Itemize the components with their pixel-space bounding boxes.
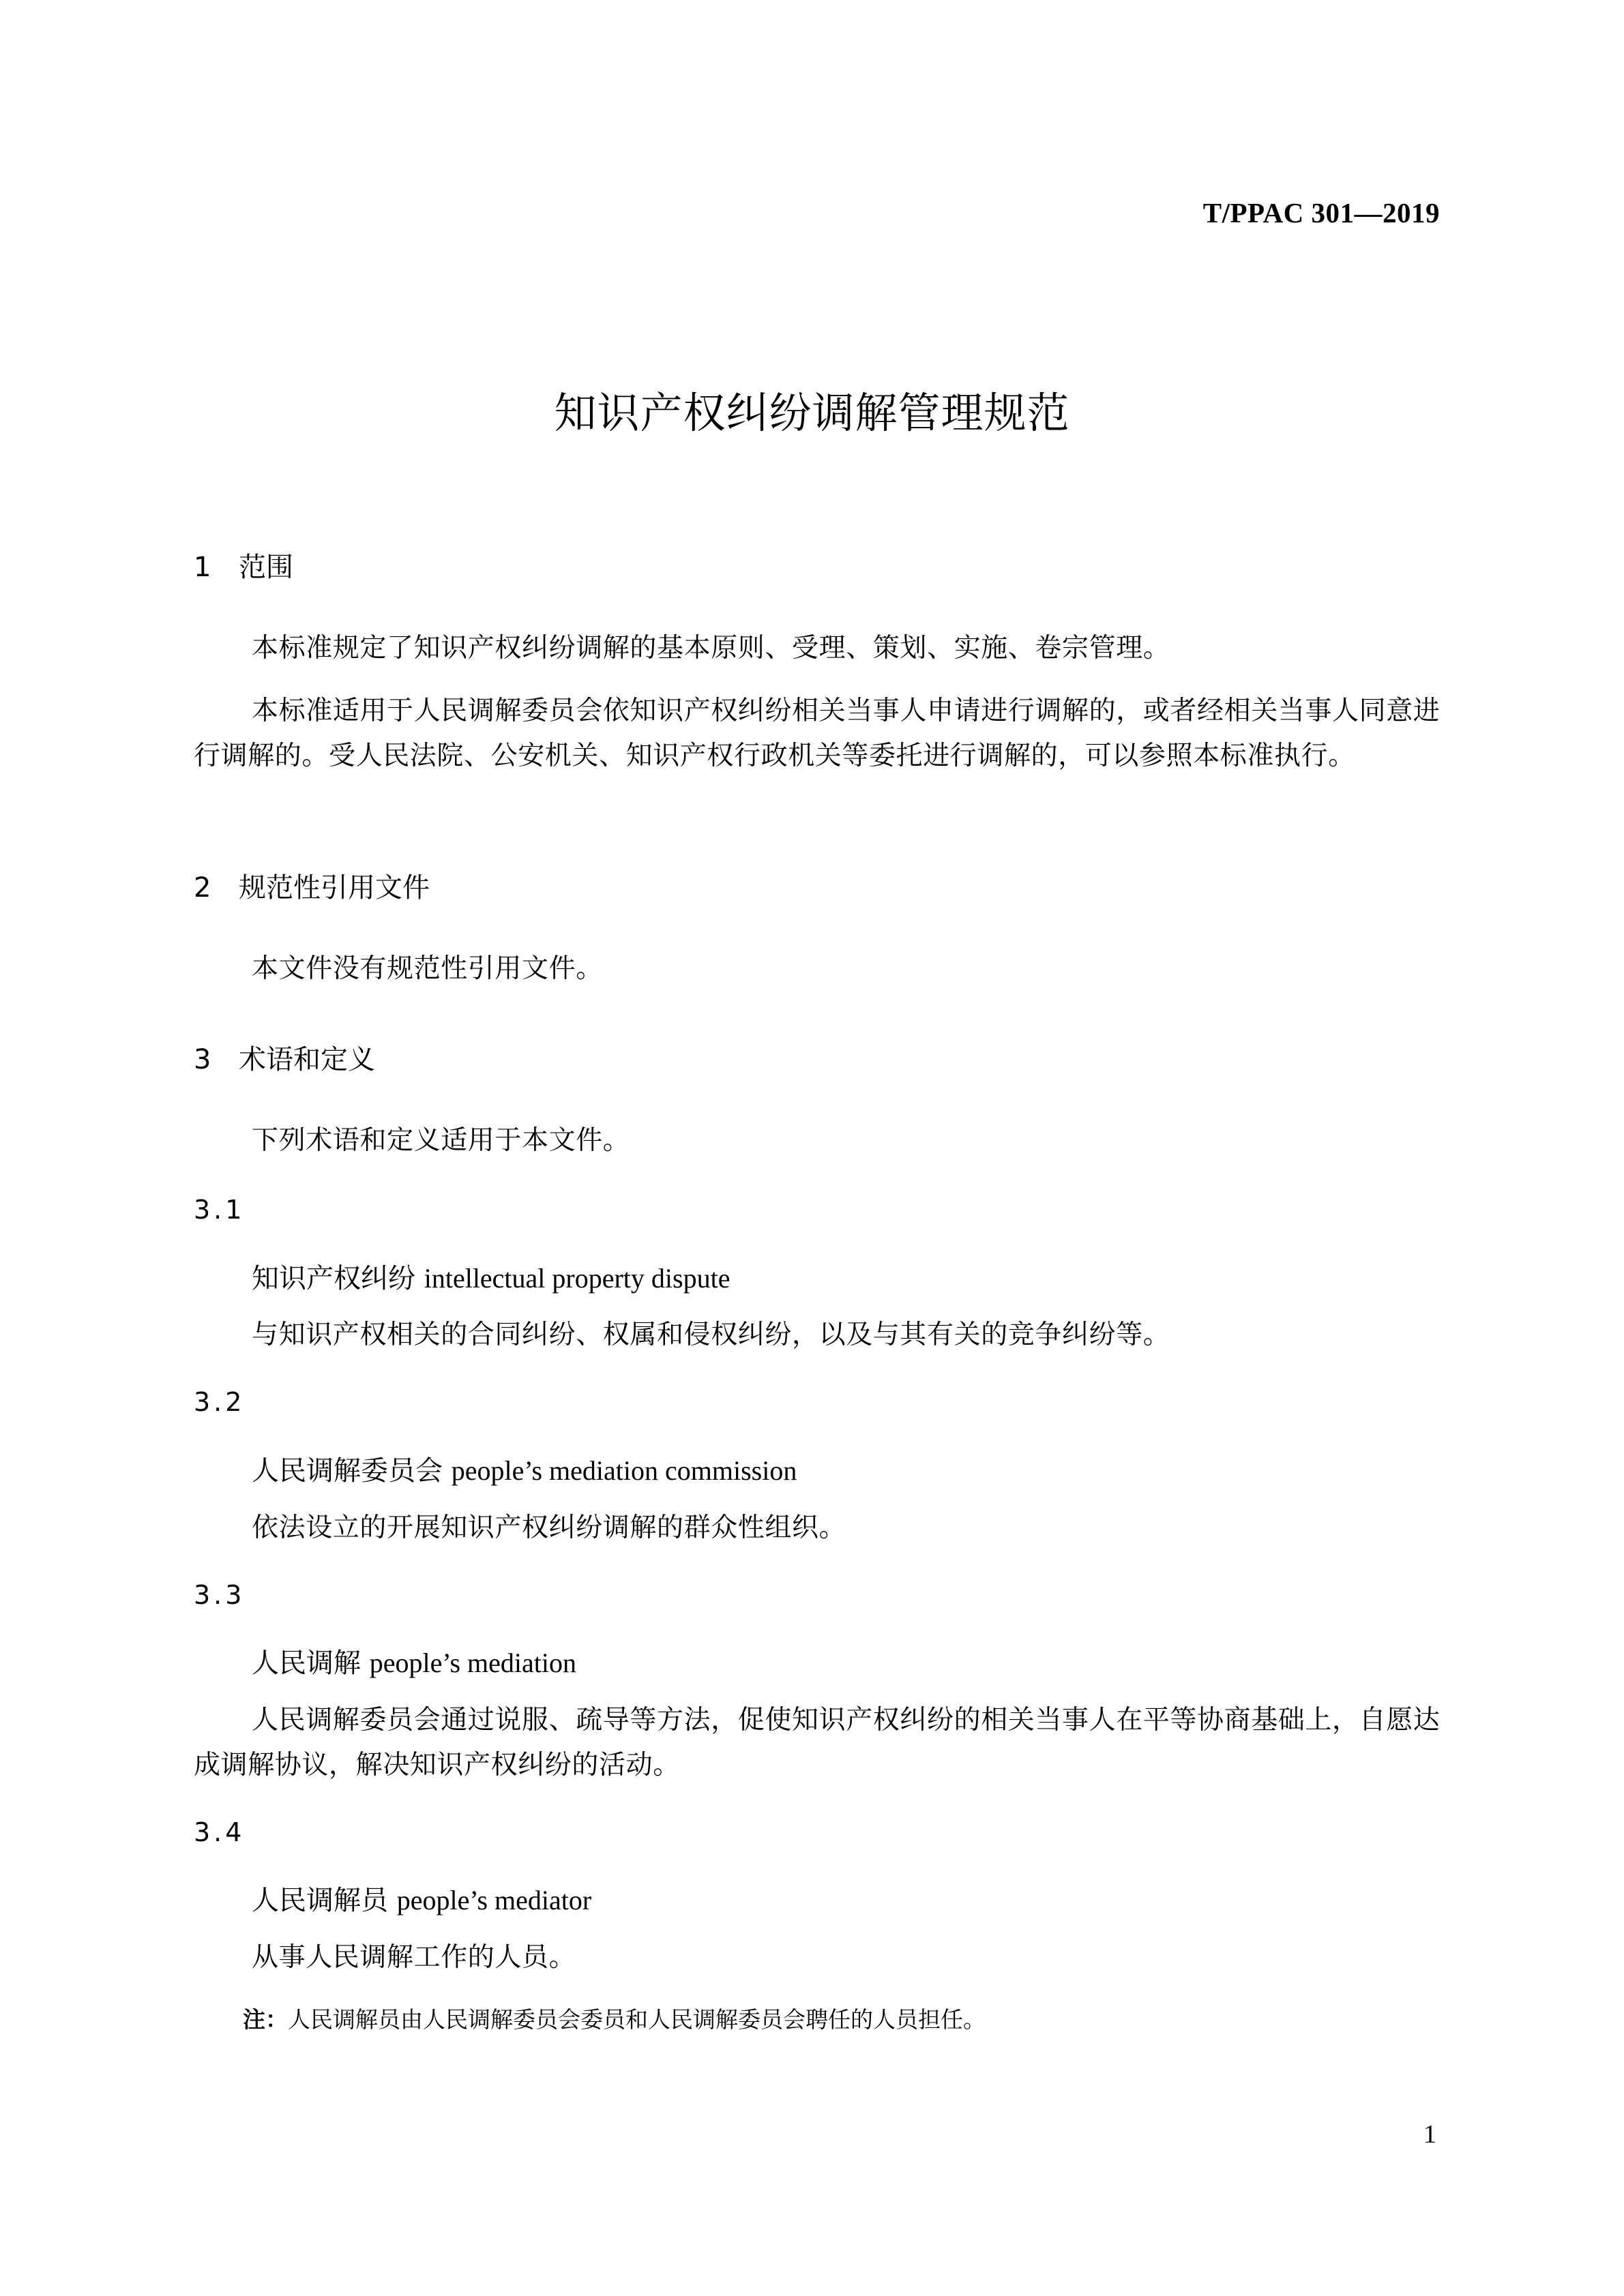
term-definition: 与知识产权相关的合同纠纷、权属和侵权纠纷，以及与其有关的竞争纠纷等。: [252, 1320, 1170, 1350]
term-chinese: 人民调解委员会: [252, 1455, 443, 1487]
page-number: 1: [1423, 2120, 1436, 2149]
section-heading-terms: [194, 1038, 375, 1077]
standard-code: T/PPAC 301—2019: [1202, 197, 1440, 228]
note-label: 注：: [243, 2006, 288, 2033]
clause-number: 3.2: [194, 1387, 246, 1417]
section-number: 1: [194, 552, 211, 583]
term-chinese: 人民调解员: [252, 1885, 388, 1916]
term-chinese: 知识产权纠纷: [252, 1263, 415, 1294]
term-definition: 依法设立的开展知识产权纠纷调解的群众性组织。: [252, 1512, 846, 1543]
section-number: 2: [194, 872, 211, 904]
term-english: intellectual property dispute: [424, 1263, 730, 1294]
term-english: people’s mediator: [396, 1885, 592, 1915]
term-entry: [252, 1641, 576, 1680]
scope-paragraph-1: 本标准规定了知识产权纠纷调解的基本原则、受理、策划、实施、卷宗管理。: [252, 633, 1170, 664]
term-english: people’s mediation: [369, 1648, 576, 1678]
term-english: people’s mediation commission: [451, 1455, 797, 1486]
clause-number: 3.3: [194, 1580, 246, 1610]
document-title: 知识产权纠纷调解管理规范: [554, 388, 1070, 438]
term-definition: 从事人民调解工作的人员。: [252, 1942, 576, 1973]
section-title: 术语和定义: [239, 1044, 375, 1075]
section-number: 3: [194, 1044, 211, 1075]
term-entry: [252, 1879, 591, 1918]
terms-intro-paragraph: 下列术语和定义适用于本文件。: [252, 1125, 630, 1156]
clause-number: 3.4: [194, 1817, 246, 1847]
term-entry: [252, 1257, 730, 1296]
term-entry: [252, 1449, 797, 1488]
section-title: 范围: [239, 552, 293, 583]
section-title: 规范性引用文件: [239, 872, 430, 904]
scope-paragraph-2: 本标准适用于人民调解委员会依知识产权纠纷相关当事人申请进行调解的，或者经相关当事人同意进行调解的。受人民法院、公安机关、知识产权行政机关等委托进行调解的，可以参照本标准执行。: [194, 696, 1441, 771]
clause-number: 3.1: [194, 1195, 246, 1225]
note: [243, 2002, 986, 2034]
term-definition: 人民调解委员会通过说服、疏导等方法，促使知识产权纠纷的相关当事人在平等协商基础上，自愿达成调解协议，解决知识产权纠纷的活动。: [194, 1705, 1441, 1780]
term-chinese: 人民调解: [252, 1648, 361, 1679]
section-heading-scope: [194, 546, 293, 584]
normative-references-paragraph: 本文件没有规范性引用文件。: [252, 953, 603, 984]
section-heading-normative-references: [194, 866, 430, 905]
note-text: 人民调解员由人民调解委员会委员和人民调解委员会聘任的人员担任。: [288, 2006, 986, 2033]
